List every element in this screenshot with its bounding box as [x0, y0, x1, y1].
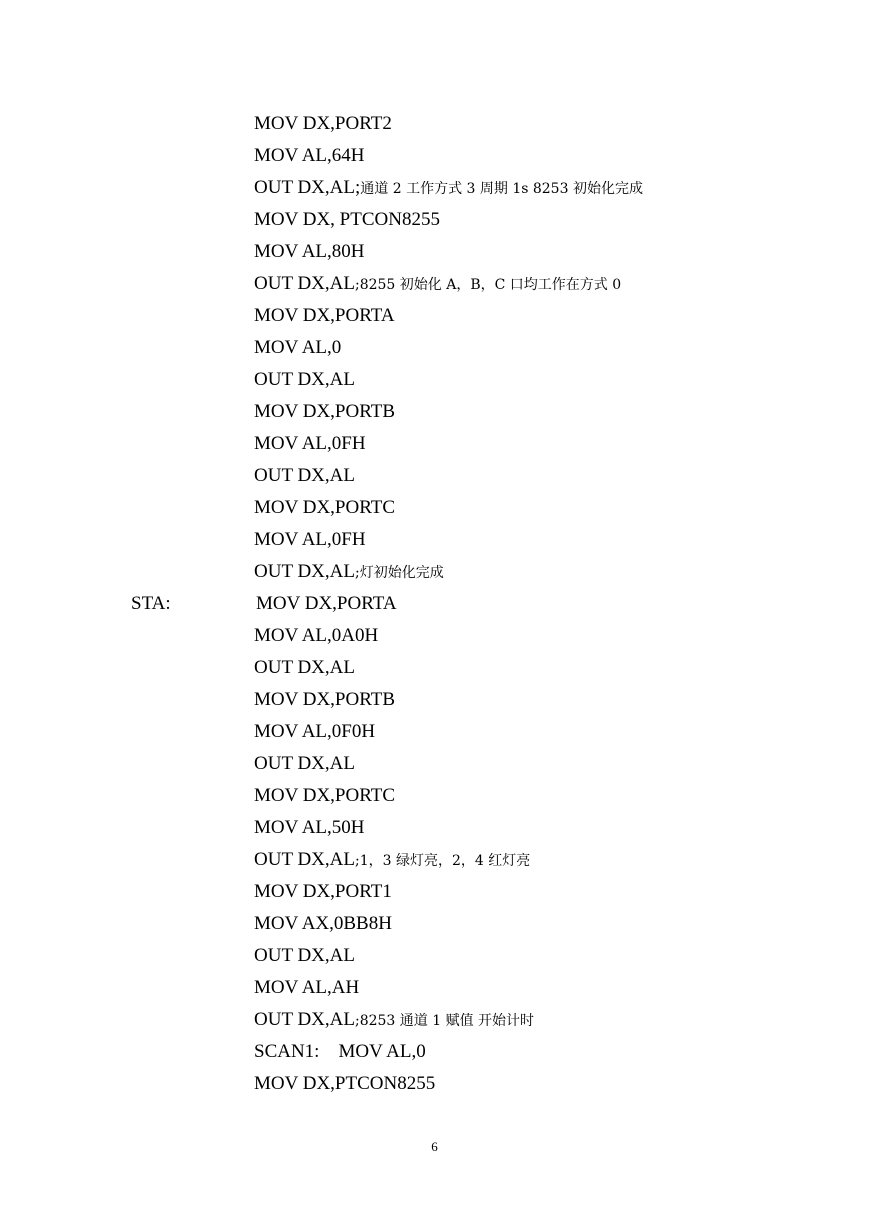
instruction: MOV DX,PORTA [256, 593, 397, 614]
instruction: OUT DX,AL; [254, 177, 361, 198]
instruction: MOV AL,0FH [254, 529, 366, 550]
instruction: MOV AL,0 [254, 337, 342, 358]
instruction: MOV AX,0BB8H [254, 913, 392, 934]
code-line-26 [254, 912, 392, 937]
code-line-25 [254, 880, 392, 905]
code-line-17 [254, 624, 378, 649]
instruction: OUT DX,AL [254, 945, 355, 966]
instruction: MOV AL,64H [254, 145, 365, 166]
instruction: OUT DX,AL [254, 369, 355, 390]
instruction: MOV DX,PORTC [254, 497, 396, 518]
instruction: MOV DX,PORT2 [254, 113, 392, 134]
code-line-6 [254, 272, 621, 297]
instruction: MOV AL,0F0H [254, 721, 376, 742]
instruction: MOV AL,AH [254, 977, 360, 998]
code-label-sta: STA: [131, 593, 171, 614]
code-line-3 [254, 176, 643, 201]
code-line-9 [254, 368, 355, 393]
instruction: MOV AL,50H [254, 817, 365, 838]
instruction: MOV AL,0A0H [254, 625, 379, 646]
instruction: MOV DX,PTCON8255 [254, 1073, 436, 1094]
code-line-8 [254, 336, 341, 361]
instruction: MOV DX, PTCON8255 [254, 209, 440, 230]
comment: ;8255 初始化 A，B，C 口均工作在方式 0 [354, 277, 622, 293]
code-line-12 [254, 464, 355, 489]
code-line-15 [254, 560, 444, 585]
code-line-21 [254, 752, 355, 777]
code-line-18 [254, 656, 355, 681]
code-line-19 [254, 688, 395, 713]
instruction: MOV DX,PORTC [254, 785, 396, 806]
code-line-22 [254, 784, 395, 809]
instruction: OUT DX,AL [254, 657, 355, 678]
page-number: 6 [431, 1139, 438, 1154]
comment: ;1，3 绿灯亮，2，4 红灯亮 [354, 853, 531, 869]
code-line-13 [254, 496, 395, 521]
code-line-31 [254, 1072, 435, 1097]
code-line-7 [254, 304, 395, 329]
instruction: MOV AL,80H [254, 241, 365, 262]
instruction: OUT DX,AL [254, 273, 355, 294]
code-line-4 [254, 208, 440, 233]
code-line-24 [254, 848, 530, 873]
code-line-23 [254, 816, 365, 841]
code-line-20 [254, 720, 375, 745]
comment: 通道 2 工作方式 3 周期 1s 8253 初始化完成 [360, 181, 643, 197]
instruction: OUT DX,AL [254, 849, 355, 870]
instruction: OUT DX,AL [254, 561, 355, 582]
comment: ;8253 通道 1 赋值 开始计时 [354, 1013, 535, 1029]
instruction: MOV DX,PORTB [254, 689, 396, 710]
instruction: MOV DX,PORT1 [254, 881, 392, 902]
code-line-30 [254, 1040, 426, 1065]
instruction: MOV DX,PORTB [254, 401, 396, 422]
instruction: OUT DX,AL [254, 1009, 355, 1030]
code-line-14 [254, 528, 366, 553]
code-line-27 [254, 944, 355, 969]
code-line-1 [254, 112, 392, 137]
instruction: OUT DX,AL [254, 753, 355, 774]
instruction: SCAN1: MOV AL,0 [254, 1041, 426, 1062]
comment: ;灯初始化完成 [354, 565, 444, 581]
code-line-29 [254, 1008, 534, 1033]
code-line-5 [254, 240, 365, 265]
instruction: MOV AL,0FH [254, 433, 366, 454]
instruction: OUT DX,AL [254, 465, 355, 486]
code-line-10 [254, 400, 395, 425]
code-line-16 [256, 592, 397, 617]
code-line-28 [254, 976, 359, 1001]
code-line-11 [254, 432, 366, 457]
code-line-2 [254, 144, 365, 169]
instruction: MOV DX,PORTA [254, 305, 395, 326]
